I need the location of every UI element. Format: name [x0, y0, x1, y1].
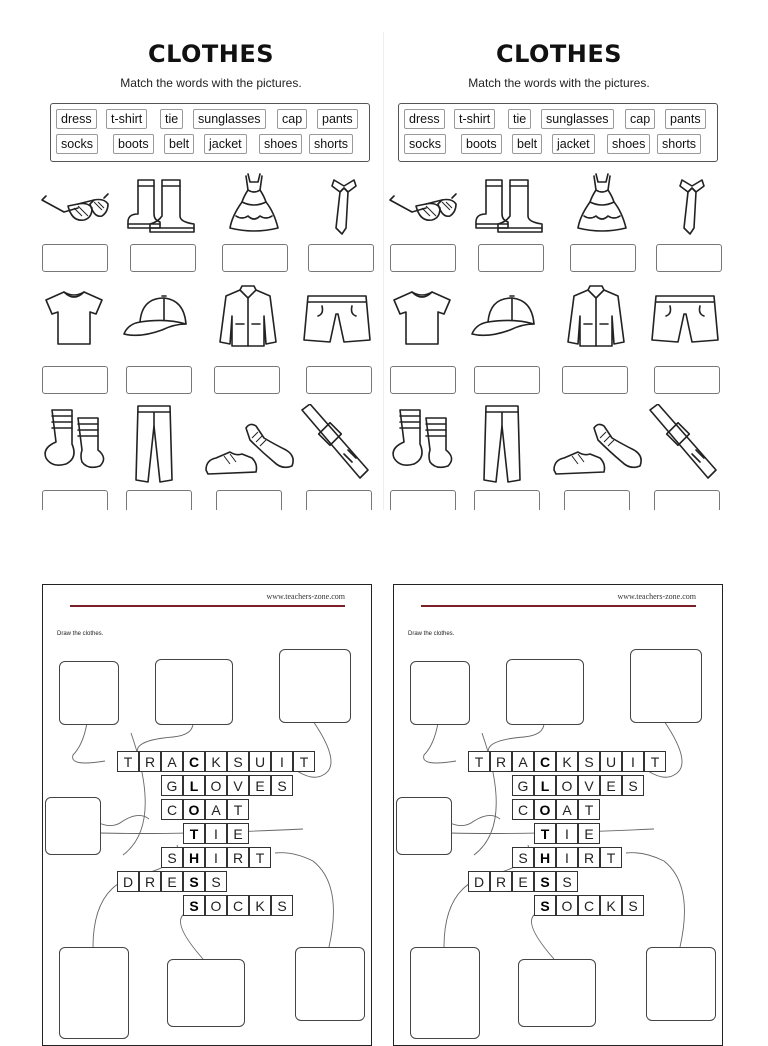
drawing-box[interactable]: [59, 661, 119, 725]
crossword-cell: K: [556, 751, 578, 772]
crossword-cell: H: [534, 847, 556, 868]
answer-box[interactable]: [570, 244, 636, 272]
crossword-cell: L: [183, 775, 205, 796]
crossword-cell: D: [468, 871, 490, 892]
crossword-cell: C: [578, 895, 600, 916]
crossword-cell: S: [183, 895, 205, 916]
connector-line: [424, 723, 456, 763]
drawing-box[interactable]: [155, 659, 233, 725]
word-chip: cap: [625, 109, 655, 129]
drawing-box[interactable]: [410, 661, 470, 725]
shoes-icon: [202, 418, 298, 482]
drawing-box[interactable]: [396, 797, 452, 855]
word-bank: [50, 103, 370, 162]
crossword-cell: U: [249, 751, 271, 772]
crossword-cell: K: [600, 895, 622, 916]
crossword-cell: O: [205, 895, 227, 916]
dress-icon: [226, 172, 282, 236]
crossword-cell: T: [249, 847, 271, 868]
crossword-cell: S: [227, 751, 249, 772]
crossword-cell: O: [556, 775, 578, 796]
connector-line: [73, 723, 105, 763]
crossword-cell: I: [205, 823, 227, 844]
crossword-cell: E: [578, 823, 600, 844]
crossword-cell: R: [490, 871, 512, 892]
crossword-cell: D: [117, 871, 139, 892]
word-chip: tie: [508, 109, 531, 129]
cap-icon: [470, 290, 538, 346]
crossword-cell: G: [161, 775, 183, 796]
tshirt-icon: [42, 288, 106, 352]
crossword-cell: T: [227, 799, 249, 820]
answer-box[interactable]: [306, 490, 372, 510]
word-chip: t-shirt: [106, 109, 147, 129]
sunglasses-icon: [38, 182, 110, 234]
answer-box[interactable]: [308, 244, 374, 272]
word-chip: shorts: [657, 134, 701, 154]
crossword-cell: S: [271, 775, 293, 796]
crossword-cell: T: [578, 799, 600, 820]
crossword-cell: I: [271, 751, 293, 772]
boots-icon: [472, 174, 544, 238]
crossword-cell: S: [556, 871, 578, 892]
answer-box[interactable]: [130, 244, 196, 272]
worksheet-instruction: Match the words with the pictures.: [468, 76, 650, 90]
answer-box[interactable]: [126, 490, 192, 510]
drawing-box[interactable]: [59, 947, 129, 1039]
drawing-box[interactable]: [506, 659, 584, 725]
socks-icon: [390, 406, 460, 474]
draw-instruction: Draw the clothes.: [408, 631, 455, 637]
answer-box[interactable]: [126, 366, 192, 394]
crossword-cell: E: [227, 823, 249, 844]
crossword-cell: T: [293, 751, 315, 772]
boots-icon: [124, 174, 196, 238]
tshirt-icon: [390, 288, 454, 352]
tie-icon: [672, 176, 712, 240]
connector-line: [450, 815, 500, 825]
crossword-cell: S: [161, 847, 183, 868]
crossword-cell: S: [512, 847, 534, 868]
word-chip: shoes: [259, 134, 302, 154]
crossword-cell: C: [183, 751, 205, 772]
word-chip: shorts: [309, 134, 353, 154]
crossword-cell: T: [117, 751, 139, 772]
word-chip: t-shirt: [454, 109, 495, 129]
crossword-cell: E: [249, 775, 271, 796]
crossword-cell: T: [534, 823, 556, 844]
crossword-cell: A: [161, 751, 183, 772]
word-chip: jacket: [204, 134, 247, 154]
crossword-cell: O: [183, 799, 205, 820]
word-bank: [398, 103, 718, 162]
crossword-cell: S: [271, 895, 293, 916]
dress-icon: [574, 172, 630, 236]
crossword-cell: V: [578, 775, 600, 796]
answer-box[interactable]: [474, 490, 540, 510]
crossword-worksheet-left: [42, 584, 372, 1046]
sunglasses-icon: [386, 182, 458, 234]
crossword-cell: I: [556, 823, 578, 844]
crossword-cell: S: [534, 895, 556, 916]
answer-box[interactable]: [42, 366, 108, 394]
belt-icon: [296, 404, 370, 490]
drawing-box[interactable]: [167, 959, 245, 1027]
crossword-cell: S: [622, 775, 644, 796]
word-chip: pants: [665, 109, 706, 129]
drawing-box[interactable]: [410, 947, 480, 1039]
crossword-cell: O: [556, 895, 578, 916]
worksheet-title: CLOTHES: [495, 40, 623, 68]
crossword-cell: R: [490, 751, 512, 772]
crossword-cell: A: [512, 751, 534, 772]
crossword-cell: C: [534, 751, 556, 772]
crossword-cell: S: [534, 871, 556, 892]
answer-box[interactable]: [564, 490, 630, 510]
crossword-cell: R: [578, 847, 600, 868]
drawing-box[interactable]: [630, 649, 702, 723]
match-worksheet-right: [386, 32, 732, 510]
answer-box[interactable]: [42, 490, 108, 510]
answer-box[interactable]: [42, 244, 108, 272]
page-fold: [383, 32, 384, 510]
drawing-box[interactable]: [295, 947, 365, 1021]
cap-icon: [122, 290, 190, 346]
tie-icon: [324, 176, 364, 240]
answer-box[interactable]: [390, 244, 456, 272]
answer-box[interactable]: [478, 244, 544, 272]
drawing-box[interactable]: [646, 947, 716, 1021]
crossword-cell: K: [249, 895, 271, 916]
word-chip: tie: [160, 109, 183, 129]
word-chip: jacket: [552, 134, 595, 154]
pants-icon: [132, 402, 176, 488]
word-chip: sunglasses: [193, 109, 266, 129]
answer-box[interactable]: [306, 366, 372, 394]
crossword-cell: C: [512, 799, 534, 820]
crossword-cell: C: [161, 799, 183, 820]
crossword-cell: R: [227, 847, 249, 868]
crossword-cell: A: [205, 799, 227, 820]
crossword-cell: E: [512, 871, 534, 892]
shorts-icon: [302, 290, 372, 350]
answer-box[interactable]: [654, 366, 720, 394]
answer-box[interactable]: [222, 244, 288, 272]
word-chip: socks: [404, 134, 446, 154]
crossword-cell: T: [600, 847, 622, 868]
crossword-cell: L: [534, 775, 556, 796]
worksheet-title: CLOTHES: [147, 40, 275, 68]
site-url: www.teachers-zone.com: [266, 592, 345, 601]
drawing-box[interactable]: [518, 959, 596, 1027]
crossword-cell: I: [622, 751, 644, 772]
answer-box[interactable]: [216, 490, 282, 510]
crossword-cell: O: [534, 799, 556, 820]
crossword-cell: G: [512, 775, 534, 796]
crossword-worksheet-right: [393, 584, 723, 1046]
crossword-cell: I: [556, 847, 578, 868]
crossword-cell: E: [161, 871, 183, 892]
connector-line: [99, 815, 149, 825]
crossword-cell: T: [183, 823, 205, 844]
crossword-cell: A: [556, 799, 578, 820]
word-chip: dress: [404, 109, 445, 129]
word-chip: belt: [164, 134, 194, 154]
site-url: www.teachers-zone.com: [617, 592, 696, 601]
answer-box[interactable]: [562, 366, 628, 394]
socks-icon: [42, 406, 112, 474]
crossword-cell: E: [600, 775, 622, 796]
crossword-cell: K: [205, 751, 227, 772]
drawing-box[interactable]: [279, 649, 351, 723]
crossword-cell: V: [227, 775, 249, 796]
crossword-cell: T: [644, 751, 666, 772]
shoes-icon: [550, 418, 646, 482]
crossword-cell: H: [183, 847, 205, 868]
answer-box[interactable]: [654, 490, 720, 510]
crossword-cell: S: [622, 895, 644, 916]
crossword-cell: S: [183, 871, 205, 892]
pants-icon: [480, 402, 524, 488]
crossword-cell: O: [205, 775, 227, 796]
answer-box[interactable]: [390, 490, 456, 510]
draw-instruction: Draw the clothes.: [57, 631, 104, 637]
word-chip: boots: [461, 134, 502, 154]
worksheet-instruction: Match the words with the pictures.: [120, 76, 302, 90]
word-chip: pants: [317, 109, 358, 129]
word-chip: socks: [56, 134, 98, 154]
answer-box[interactable]: [214, 366, 280, 394]
shorts-icon: [650, 290, 720, 350]
drawing-box[interactable]: [45, 797, 101, 855]
word-chip: belt: [512, 134, 542, 154]
crossword-cell: T: [468, 751, 490, 772]
crossword-cell: I: [205, 847, 227, 868]
match-worksheet-left: [38, 32, 384, 510]
word-chip: sunglasses: [541, 109, 614, 129]
answer-box[interactable]: [474, 366, 540, 394]
crossword-cell: R: [139, 751, 161, 772]
jacket-icon: [562, 284, 630, 354]
crossword-cell: R: [139, 871, 161, 892]
crossword-cell: S: [578, 751, 600, 772]
word-chip: boots: [113, 134, 154, 154]
crossword-cell: S: [205, 871, 227, 892]
crossword-cell: C: [227, 895, 249, 916]
word-chip: dress: [56, 109, 97, 129]
answer-box[interactable]: [390, 366, 456, 394]
jacket-icon: [214, 284, 282, 354]
answer-box[interactable]: [656, 244, 722, 272]
word-chip: cap: [277, 109, 307, 129]
crossword-cell: U: [600, 751, 622, 772]
word-chip: shoes: [607, 134, 650, 154]
belt-icon: [644, 404, 718, 490]
